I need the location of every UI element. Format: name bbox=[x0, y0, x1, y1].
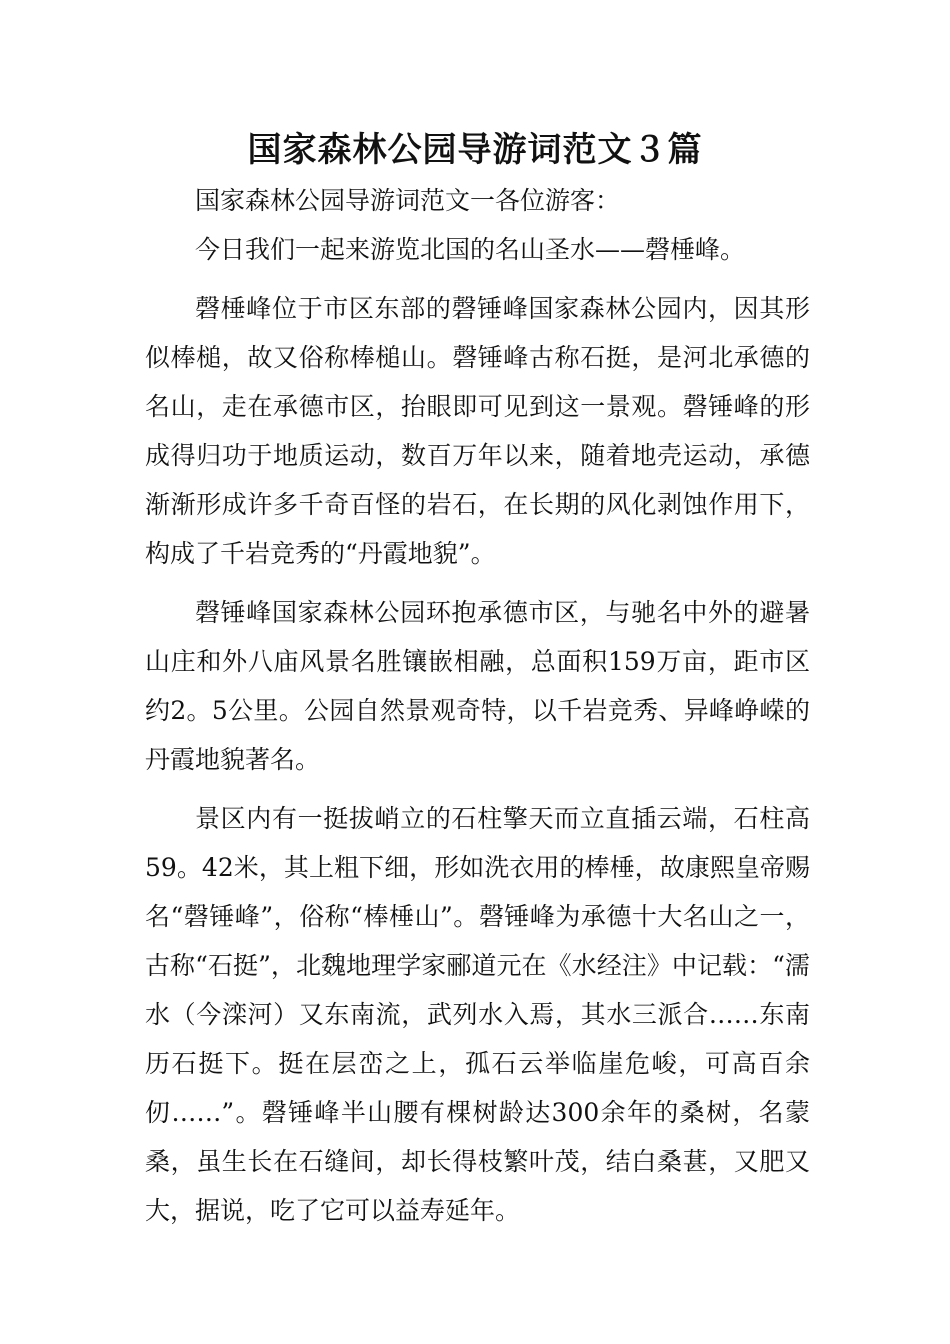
paragraph-welcome: 今日我们一起来游览北国的名山圣水——磬棰峰。 bbox=[195, 235, 746, 264]
paragraph-intro: 国家森林公园导游词范文一各位游客： bbox=[195, 186, 621, 215]
paragraph-park: 磬锤峰国家森林公园环抱承德市区，与驰名中外的避暑山庄和外八庙风景名胜镶嵌相融，总面积159万亩，距市区约2。5公里。公园自然景观奇特，以千岩竞秀、异峰峥嵘的丹霞地貌著名。 bbox=[145, 598, 810, 774]
paragraph-location: 磬棰峰位于市区东部的磬锤峰国家森林公园内，因其形似棒槌，故又俗称棒槌山。磬锤峰古称石挺，是河北承德的名山，走在承德市区，抬眼即可见到这一景观。磬锤峰的形成得归功于地质运动，数百万年以来，随着地壳运动，承德渐渐形成许多千奇百怪的岩石，在长期的风化剥蚀作用下，构成了千岩竞秀的“丹霞地貌”。 bbox=[145, 294, 810, 568]
document-title: 国家森林公园导游词范文３篇 bbox=[247, 130, 703, 170]
paragraph-pillar: 景区内有一挺拔峭立的石柱擎天而立直插云端，石柱高59。42米，其上粗下细，形如洗衣用的棒棰，故康熙皇帝赐名“磬锤峰”，俗称“棒棰山”。磬锤峰为承德十大名山之一，古称“石挺”，北魏地理学家郦道元在《水经注》中记载：“濡水（今滦河）又东南流，武列水入焉，其水三派合……东南历石挺下。挺在层峦之上，孤石云举临崖危峻，可高百余仞……”。磬锤峰半山腰有棵树龄达300余年的桑树，名蒙桑，虽生长在石缝间，却长得枝繁叶茂，结白桑葚，又肥又大，据说，吃了它可以益寿延年。 bbox=[145, 804, 810, 1225]
document-body bbox=[145, 176, 810, 1235]
